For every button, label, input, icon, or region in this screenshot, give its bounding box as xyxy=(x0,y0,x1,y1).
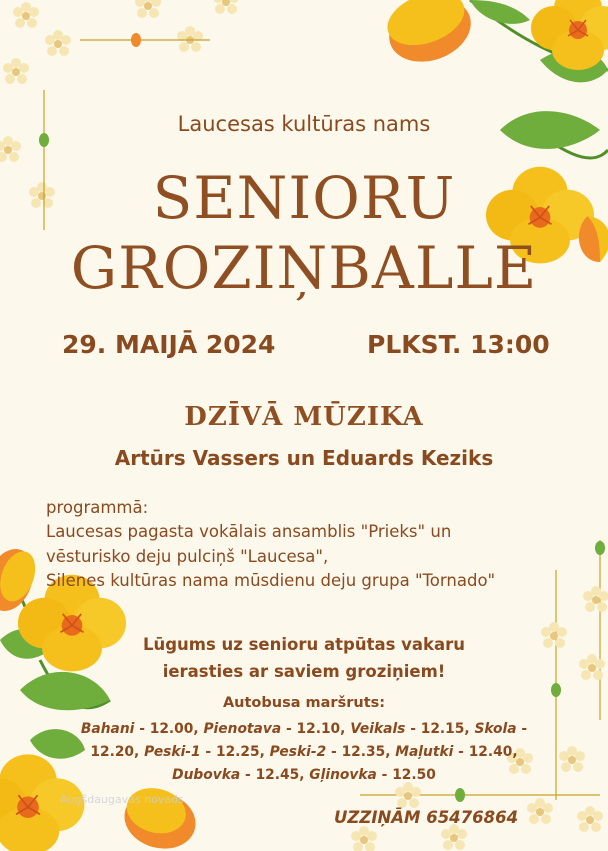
event-title-line-1: SENIORU xyxy=(152,164,456,232)
artists: Artūrs Vassers un Eduards Keziks xyxy=(114,446,494,470)
watermark: Augšdaugavas novads xyxy=(60,793,184,806)
bus-route-line: 12.20, Peski-1 - 12.25, Peski-2 - 12.35, Maļutki - 12.40, xyxy=(90,744,518,760)
bus-stop-time: 12.40 xyxy=(468,744,513,760)
bus-stop-time: 12.45 xyxy=(255,767,300,783)
program-line: Laucesas pagasta vokālais ansamblis "Prieks" un xyxy=(46,522,452,541)
event-date: 29. MAIJĀ 2024 xyxy=(62,330,276,359)
bus-stop-time: 12.25 xyxy=(215,744,260,760)
bus-stop-place: Gļinovka xyxy=(309,767,377,783)
bus-stop-time: 12.10 xyxy=(296,721,341,737)
event-time: PLKST. 13:00 xyxy=(367,330,550,359)
bus-stop-place: Bahani xyxy=(80,721,135,737)
request-line-1: Lūgums uz senioru atpūtas vakaru xyxy=(142,635,466,654)
venue-name: Laucesas kultūras nams xyxy=(177,112,431,136)
bus-route-title: Autobusa maršruts: xyxy=(222,695,386,711)
bus-stop-time: 12.35 xyxy=(341,744,386,760)
bus-stop-place: Skola xyxy=(474,721,517,737)
bus-stop-place: Peski-1 xyxy=(144,744,201,760)
bus-stop-place: Pienotava xyxy=(203,721,282,737)
bus-stop-time: 12.20 xyxy=(90,744,135,760)
bus-stop-time: 12.50 xyxy=(392,767,436,783)
bus-stop-time: 12.00 xyxy=(149,721,194,737)
event-title-line-2: GROZIŅBALLE xyxy=(70,234,538,302)
bus-route-line: Dubovka - 12.45, Gļinovka - 12.50 xyxy=(172,767,436,783)
program-line: vēsturisko deju pulciņš "Laucesa", xyxy=(46,547,329,566)
program-line: Silenes kultūras nama mūsdienu deju grupa "Tornado" xyxy=(46,571,496,590)
bus-stop-place: Veikals xyxy=(350,721,406,737)
bus-stop-place: Dubovka xyxy=(172,767,241,783)
bus-stop-time: 12.15 xyxy=(420,721,465,737)
bus-stop-place: Maļutki xyxy=(395,744,454,760)
program-label: programmā: xyxy=(46,498,149,517)
bus-route-line: Bahani - 12.00, Pienotava - 12.10, Veikals - 12.15, Skola - xyxy=(80,721,528,737)
contact-phone: UZZIŅĀM 65476864 xyxy=(334,808,519,827)
request-line-2: ierasties ar saviem groziņiem! xyxy=(162,662,446,681)
live-music-heading: DZĪVĀ MŪZIKA xyxy=(184,402,424,432)
bus-stop-place: Peski-2 xyxy=(269,744,327,760)
